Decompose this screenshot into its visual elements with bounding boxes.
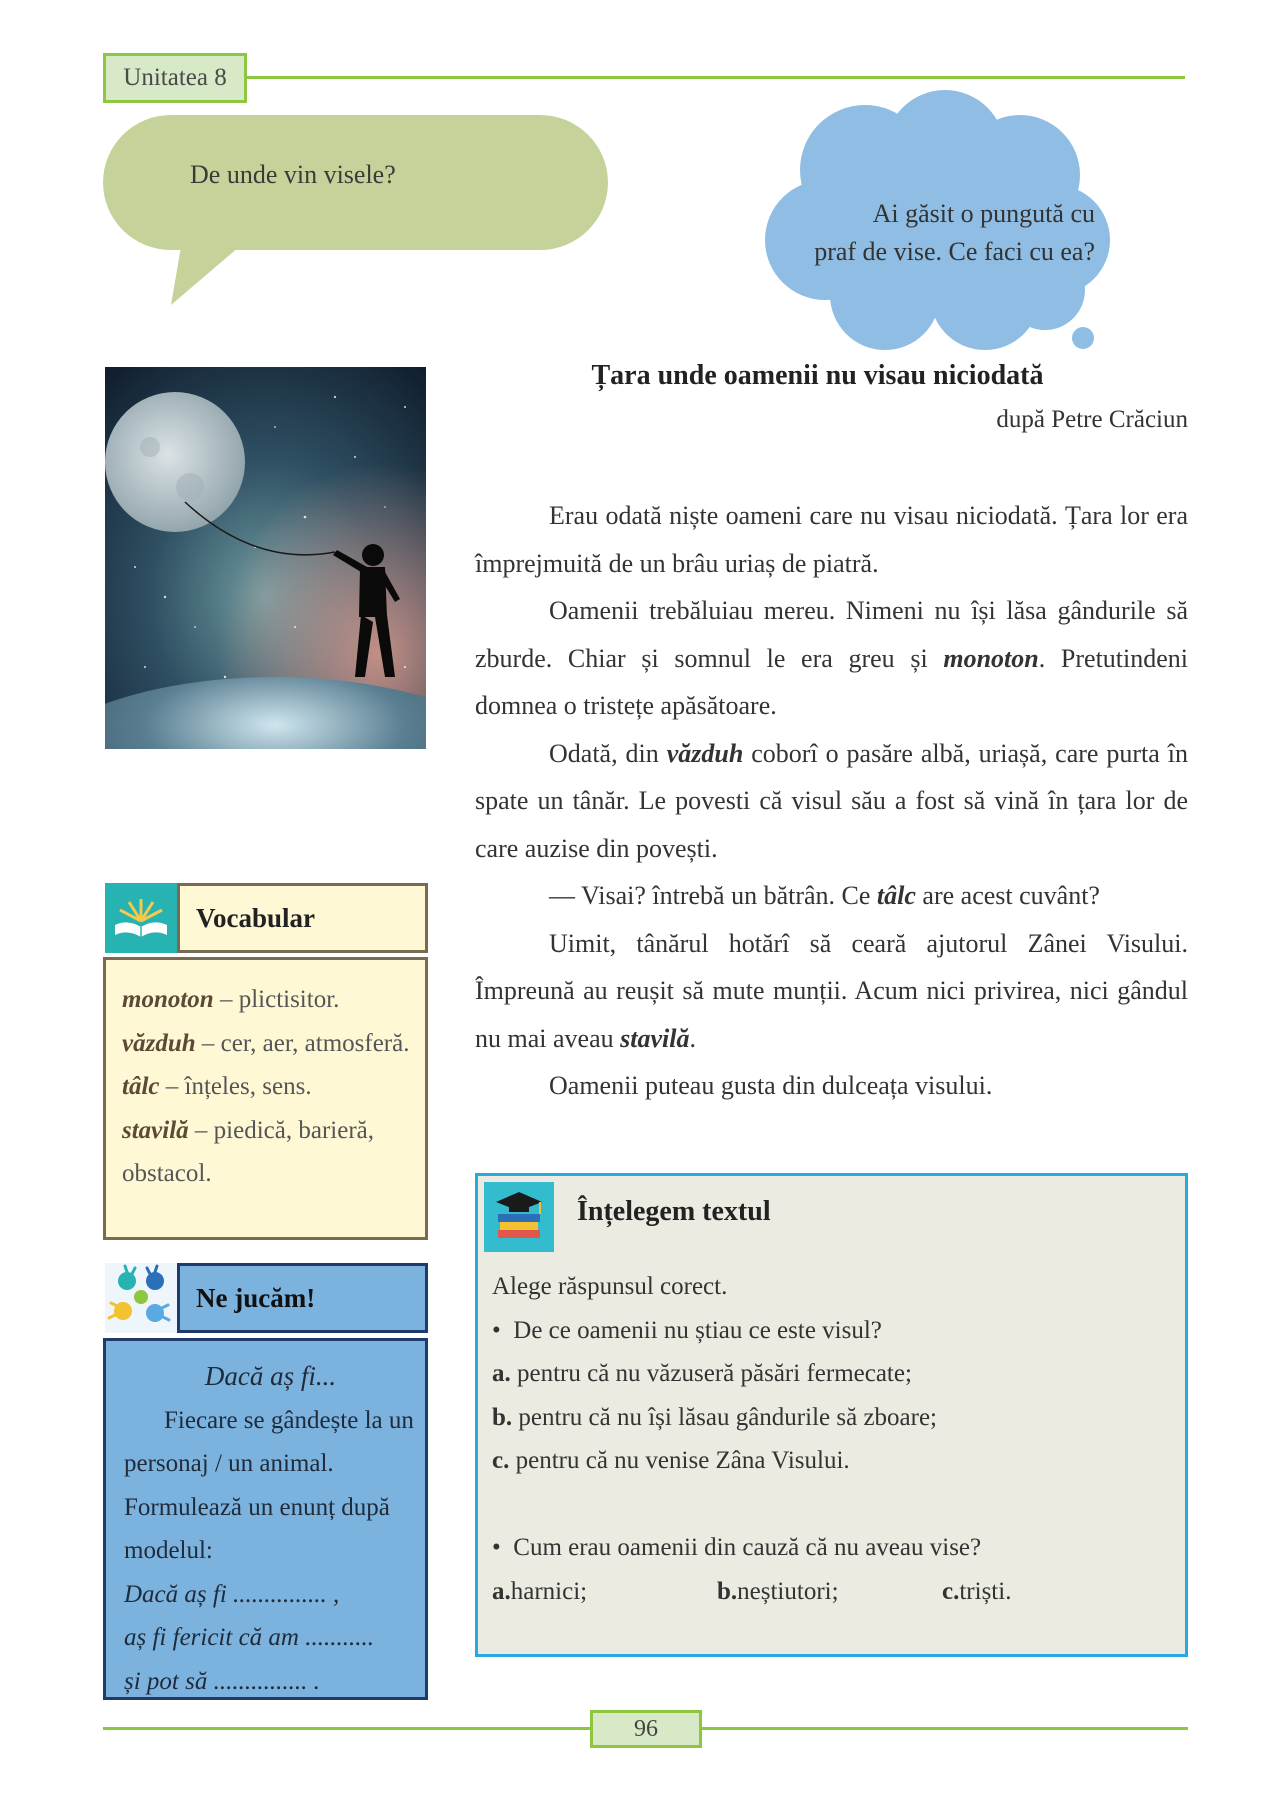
vocab-entry — [122, 1022, 411, 1066]
story-paragraph: Erau odată niște oameni care nu visau niciodată. Țara lor era împrejmuită de un brâu uriaș de piatră. — [475, 501, 1188, 578]
story-author: după Petre Crăciun — [996, 406, 1188, 433]
game-instructions: Fiecare se gândește la un personaj / un animal. Formulează un enunț după modelul: — [124, 1406, 414, 1564]
text-run: are acest cuvânt? — [915, 881, 1100, 910]
story-paragraph — [475, 730, 1188, 873]
game-title: Dacă aș fi... — [204, 1361, 337, 1391]
option-letter: c. — [942, 1577, 960, 1605]
story-paragraph: Oamenii puteau gusta din dulceața visului. — [549, 1071, 993, 1100]
comprehension-instruction: Alege răspunsul corect. — [492, 1273, 728, 1300]
option-text: pentru că nu văzuseră păsări fermecate; — [510, 1360, 912, 1387]
story-paragraph — [475, 920, 1188, 1063]
option-letter: a. — [492, 1360, 511, 1387]
game-model-line: Dacă aș fi ............... , — [124, 1580, 340, 1608]
vocab-entry — [122, 978, 411, 1022]
colorful-hands-icon — [105, 1263, 177, 1333]
spacer — [492, 1483, 1172, 1527]
game-box — [103, 1338, 428, 1700]
option-text: harnici; — [510, 1577, 588, 1605]
story-paragraph — [475, 872, 1188, 920]
text-run: coborî o pasăre albă, uriașă, care purta în spate un tânăr. Le povesti că visul său a fost să vină în țara lor de care auzise din povești. — [475, 738, 1188, 863]
game-model-line: și pot să ............... . — [124, 1667, 320, 1695]
answer-option[interactable] — [492, 1396, 1172, 1440]
vocab-word-monoton: monoton — [943, 643, 1039, 673]
game-heading: Ne jucăm! — [177, 1263, 428, 1333]
option-letter: a. — [492, 1577, 511, 1605]
vocab-term: tâlc — [122, 1073, 160, 1100]
vocab-definition: – plictisitor. — [213, 986, 340, 1013]
option-text: neștiutori; — [737, 1577, 839, 1605]
game-model-line: aș fi fericit că am ........... — [124, 1624, 374, 1651]
vocab-definition: – cer, aer, atmosferă. — [195, 1029, 410, 1057]
answer-option[interactable] — [942, 1570, 1011, 1614]
option-text: pentru că nu își lăsau gândurile să zboare; — [512, 1403, 937, 1431]
unit-label: Unitatea 8 — [103, 53, 247, 103]
vocab-word-vazduh: văzduh — [666, 738, 744, 768]
text-run: Odată, din — [549, 738, 667, 768]
text-run: — Visai? întrebă un bătrân. Ce — [549, 881, 877, 910]
text-run: Oamenii trebăluiau mereu. Nimeni nu își lăsa gândurile să zburde. Chiar și somnul le era greu și — [475, 596, 1188, 673]
story-title: Țara unde oamenii nu visau niciodată — [591, 360, 1044, 391]
option-text: pentru că nu venise Zâna Visului. — [509, 1447, 850, 1474]
answer-row — [492, 1570, 1172, 1614]
vocabulary-heading: Vocabular — [177, 883, 428, 953]
answer-option[interactable] — [492, 1439, 1172, 1483]
moon-boy-illustration — [105, 367, 426, 749]
header-rule — [245, 76, 1185, 79]
thought-cloud-text — [760, 195, 1095, 271]
open-book-icon — [105, 883, 177, 953]
answer-option[interactable] — [492, 1570, 717, 1614]
vocab-term: stavilă — [122, 1116, 189, 1144]
question-text: Cum erau oamenii din cauză că nu aveau vise? — [513, 1534, 982, 1561]
option-text: triști. — [959, 1577, 1012, 1605]
option-letter: b. — [492, 1403, 513, 1431]
vocab-term: văzduh — [122, 1029, 196, 1057]
thought-cloud-line: praf de vise. Ce faci cu ea? — [814, 237, 1095, 266]
vocab-entry — [122, 1065, 411, 1109]
vocab-definition: – înțeles, sens. — [159, 1073, 312, 1100]
option-letter: b. — [717, 1577, 738, 1605]
vocab-word-stavila: stavilă — [620, 1023, 690, 1053]
vocab-definition: – piedică, barieră, obstacol. — [122, 1116, 374, 1187]
story-text — [475, 492, 1188, 1110]
text-run: . Pretutindeni domnea o tristețe apăsătoare. — [475, 643, 1189, 720]
speech-bubble — [103, 115, 613, 310]
question-2: • Cum erau oamenii din cauză că nu aveau vise? — [492, 1534, 982, 1561]
vocab-entry — [122, 1109, 411, 1196]
answer-option[interactable] — [492, 1352, 1172, 1396]
thought-cloud-line: Ai găsit o pungută cu — [872, 199, 1095, 228]
vocabulary-box — [103, 957, 428, 1240]
graduation-cap-books-icon — [484, 1182, 554, 1252]
comprehension-body — [492, 1265, 1172, 1613]
page-number: 96 — [590, 1710, 702, 1748]
story-paragraph — [475, 587, 1188, 730]
vocab-word-talc: tâlc — [876, 881, 916, 910]
answer-option[interactable] — [717, 1570, 942, 1614]
text-run: . — [689, 1023, 696, 1053]
vocab-term: monoton — [122, 986, 214, 1013]
option-letter: c. — [492, 1447, 510, 1474]
question-text: De ce oamenii nu știau ce este visul? — [513, 1316, 882, 1344]
question-1: • De ce oamenii nu știau ce este visul? — [492, 1316, 882, 1344]
text-run: Uimit, tânărul hotărî să ceară ajutorul Zânei Visului. Împreună au reușit să mute munții. Acum nici privirea, nici gândul nu mai aveau — [475, 928, 1188, 1053]
speech-bubble-text: De unde vin visele? — [190, 160, 396, 189]
comprehension-heading: Înțelegem textul — [577, 1196, 771, 1227]
